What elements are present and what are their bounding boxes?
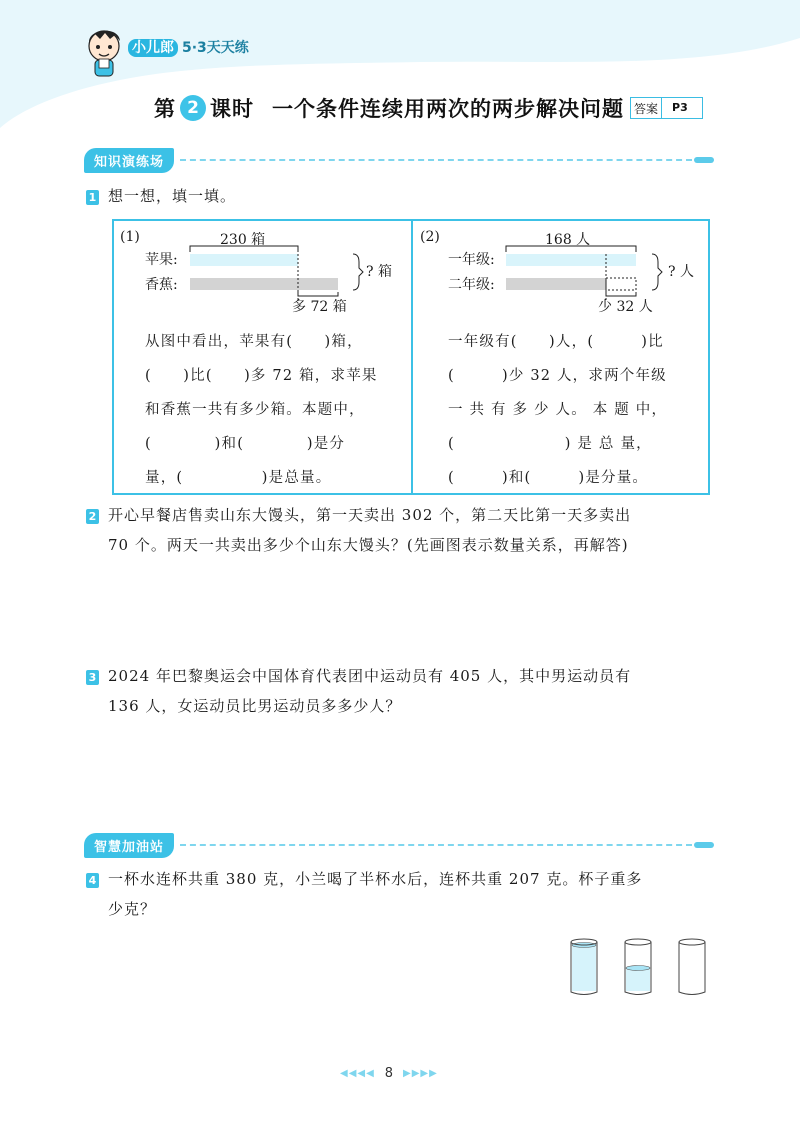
lesson-title-row (154, 92, 703, 124)
q2-line: 70 个。两天一共卖出多少个山东大馒头？(先画图表示数量关系，再解答) (108, 536, 629, 554)
brand-series: 5·3天天练 (182, 40, 249, 56)
q1-right-extra: 少 32 人 (598, 299, 653, 315)
q1-box-divider (411, 219, 413, 495)
banana-bar (190, 278, 338, 290)
q2-line: 开心早餐店售卖山东大馒头，第一天卖出 302 个，第二天比第一天多卖出 (108, 506, 632, 524)
q1-right-line: ( ) 是 总 量， (448, 436, 652, 452)
boy-mascot-icon (82, 24, 126, 78)
q1-right-row2-label: 二年级: (448, 277, 495, 293)
q4-cups-illustration (565, 935, 715, 1000)
cup-rim (625, 939, 651, 945)
page-number: 8 (384, 1066, 394, 1081)
q3-line: 136 人，女运动员比男运动员多多少人？ (108, 697, 402, 715)
brand-logo (128, 37, 249, 57)
q1-left-top-amount: 230 箱 (220, 232, 266, 248)
q1-right-row1-label: 一年级: (448, 252, 495, 268)
pencil-icon (694, 157, 714, 163)
banner-dashed-line (180, 159, 692, 161)
q1-right-line: 一年级有( )人，( )比 (448, 334, 664, 350)
answer-label: 答案 (634, 101, 659, 116)
q1-right-question: ? 人 (668, 264, 694, 280)
lesson-title: 一个条件连续用两次的两步解决问题 (272, 97, 624, 121)
cup-icon (679, 939, 705, 995)
q1-right-text (448, 325, 704, 495)
section-title-practice: 知识演练场 (84, 148, 174, 173)
page-footer (340, 1066, 438, 1081)
q1-left-extra: 多 72 箱 (292, 299, 347, 315)
q1-right-label: (2) (420, 229, 440, 245)
banner-dashed-line (180, 844, 692, 846)
cup-water (626, 968, 650, 991)
cup-outline (679, 942, 705, 995)
question-number-4: 4 (86, 873, 99, 888)
lesson-prefix: 第 (154, 97, 176, 121)
pencil-icon (694, 842, 714, 848)
q2-text (108, 500, 718, 560)
cup-water (572, 945, 596, 991)
q1-right-line: ( )少 32 人，求两个年级 (448, 368, 667, 384)
section-banner-boost (84, 833, 714, 857)
question-number-3: 3 (86, 670, 99, 685)
q1-left-line: ( )比( )多 72 箱，求苹果 (145, 368, 378, 384)
cup-water-surface (626, 966, 650, 971)
q1-right-line: ( )和( )是分量。 (448, 470, 649, 486)
cup-icon (625, 939, 651, 995)
section-banner-practice (84, 148, 714, 172)
q1-left-question: ? 箱 (366, 264, 392, 280)
q1-right-bar-diagram (502, 238, 668, 300)
q1-right-line: 一 共 有 多 少 人。 本 题 中， (448, 402, 668, 418)
q1-left-row2-label: 香蕉: (145, 277, 178, 293)
q4-line: 一杯水连杯共重 380 克，小兰喝了半杯水后，连杯共重 207 克。杯子重多 (108, 870, 643, 888)
question-number-1: 1 (86, 190, 99, 205)
q1-left-text (145, 325, 407, 495)
apple-bar (190, 254, 298, 266)
q1-left-line: ( )和( )是分 (145, 436, 346, 452)
q1-right-top-amount: 168 人 (545, 232, 591, 248)
lesson-number-badge: 2 (180, 95, 206, 121)
question-number-2: 2 (86, 509, 99, 524)
answer-page: P3 (661, 98, 702, 118)
section-title-boost: 智慧加油站 (84, 833, 174, 858)
q4-line: 少克？ (108, 900, 157, 918)
q3-text (108, 661, 718, 721)
lesson-suffix: 课时 (210, 97, 254, 121)
brand-name: 小儿郎 (128, 39, 178, 57)
grade2-bar (506, 278, 606, 290)
answer-reference-tag[interactable] (630, 97, 703, 119)
q1-left-label: (1) (120, 229, 140, 245)
cup-icon (571, 939, 597, 995)
q1-left-line: 量，( )是总量。 (145, 470, 332, 486)
q1-left-line: 从图中看出，苹果有( )箱， (145, 334, 363, 350)
q1-prompt: 想一想，填一填。 (108, 187, 237, 205)
q3-line: 2024 年巴黎奥运会中国体育代表团中运动员有 405 人，其中男运动员有 (108, 667, 632, 685)
grade1-bar (506, 254, 636, 266)
q1-left-bar-diagram (185, 238, 365, 300)
cup-rim (679, 939, 705, 945)
right-arrows-icon: ▶▶▶▶ (403, 1068, 438, 1079)
q4-text (108, 864, 718, 924)
q1-left-line: 和香蕉一共有多少箱。本题中， (145, 402, 365, 418)
q1-left-row1-label: 苹果: (145, 252, 178, 268)
left-arrows-icon: ◀◀◀◀ (340, 1068, 375, 1079)
